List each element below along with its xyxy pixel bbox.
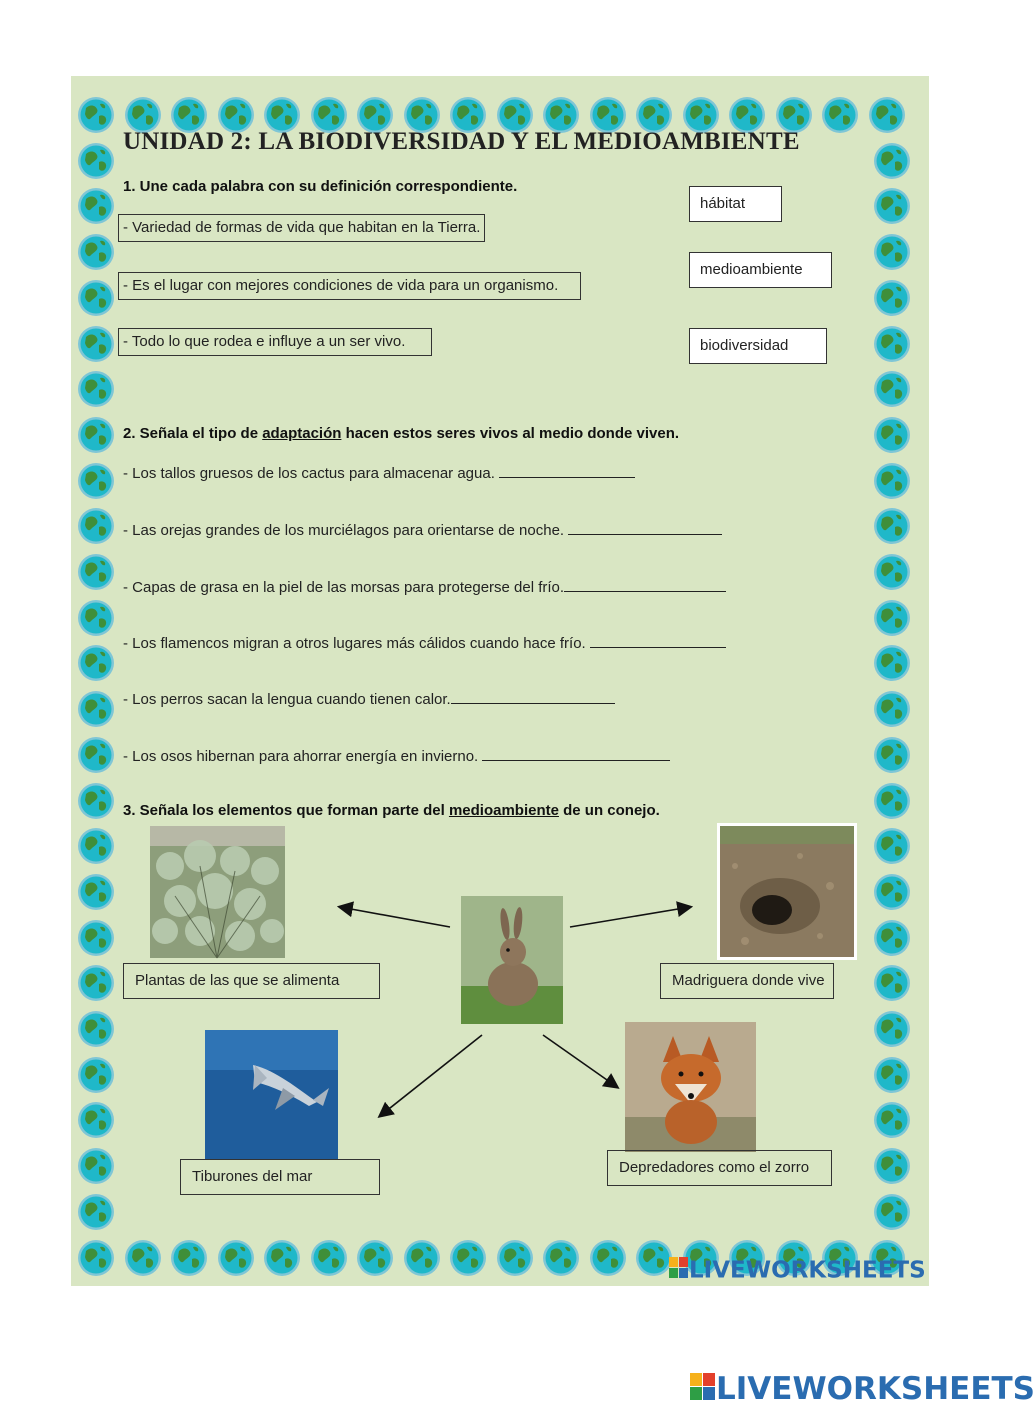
definition-box-2[interactable]: - Es el lugar con mejores condiciones de vida para un organismo. (118, 272, 581, 300)
q2-heading-underlined: adaptación (262, 425, 342, 442)
arrow-to-plants (340, 907, 450, 927)
label-box-fox[interactable]: Depredadores como el zorro (607, 1150, 832, 1186)
word-box-medioambiente[interactable]: medioambiente (689, 252, 832, 288)
adaptation-text: - Las orejas grandes de los murciélagos para orientarse de noche. (123, 522, 565, 539)
label-box-sharks[interactable]: Tiburones del mar (180, 1159, 380, 1195)
adaptation-text: - Capas de grasa en la piel de las morsas para protegerse del frío. (123, 579, 565, 596)
adaptation-text: - Los flamencos migran a otros lugares más cálidos cuando hace frío. (123, 635, 586, 652)
definition-box-3[interactable]: - Todo lo que rodea e influye a un ser vivo. (118, 328, 432, 356)
watermark-inner (669, 1257, 926, 1285)
q2-heading-pre: 2. Señala el tipo de (123, 425, 263, 442)
word-box-biodiversidad[interactable]: biodiversidad (689, 328, 827, 364)
arrow-to-sharks (380, 1035, 482, 1116)
arrow-to-fox (543, 1035, 617, 1087)
watermark-inner-text: LIVEWORKSHEETS (689, 1257, 926, 1284)
q3-heading-post: de un conejo. (558, 802, 660, 819)
adaptation-text: - Los perros sacan la lengua cuando tienen calor. (123, 691, 451, 708)
label-box-plants[interactable]: Plantas de las que se alimenta (123, 963, 380, 999)
label-box-burrow[interactable]: Madriguera donde vive (660, 963, 834, 999)
arrow-to-burrow (570, 907, 690, 927)
definition-box-1[interactable]: - Variedad de formas de vida que habitan en la Tierra. (118, 214, 485, 242)
adaptation-text: - Los osos hibernan para ahorrar energía en invierno. (123, 748, 479, 765)
q3-heading-pre: 3. Señala los elementos que forman parte del (123, 802, 449, 819)
liveworksheets-logo-icon (690, 1373, 716, 1409)
page-title: UNIDAD 2: LA BIODIVERSIDAD Y EL MEDIOAMBIENTE (123, 128, 800, 155)
watermark-footer (690, 1371, 1035, 1409)
liveworksheets-logo-icon (669, 1257, 689, 1285)
question-1-heading: 1. Une cada palabra con su definición correspondiente. (123, 178, 518, 195)
q2-heading-post: hacen estos seres vivos al medio donde viven. (341, 425, 680, 442)
adaptation-text: - Los tallos gruesos de los cactus para almacenar agua. (123, 465, 495, 482)
word-box-habitat[interactable]: hábitat (689, 186, 782, 222)
watermark-footer-text: LIVEWORKSHEETS (716, 1371, 1035, 1407)
q3-heading-underlined: medioambiente (448, 802, 559, 819)
